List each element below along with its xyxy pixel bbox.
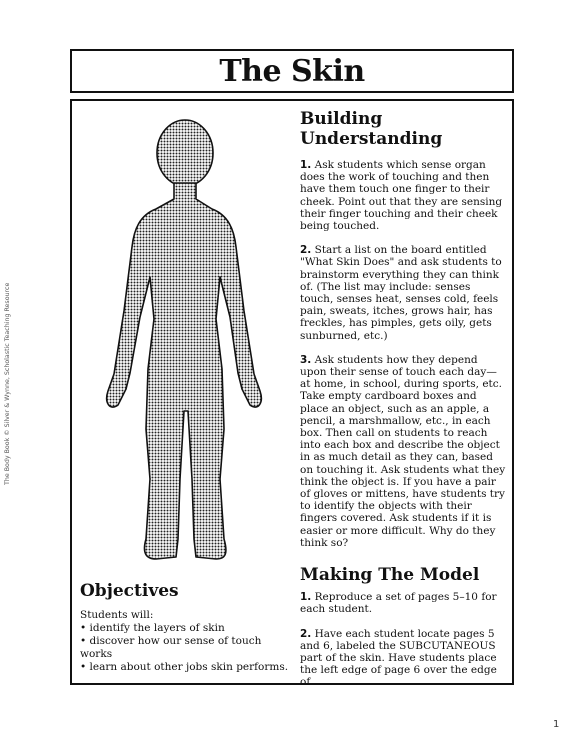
page-number: 1 — [553, 719, 560, 730]
page-title: The Skin — [219, 53, 365, 89]
human-body-silhouette-icon — [82, 119, 282, 581]
body-figure-illustration — [82, 119, 282, 581]
content-box — [70, 99, 514, 689]
list-item: • discover how our sense of touch works — [80, 635, 290, 661]
objectives-heading: Objectives — [80, 581, 179, 601]
step-number: 1. — [300, 159, 312, 171]
making-the-model-heading: Making The Model — [300, 565, 480, 586]
step-text: Start a list on the board entitled "What Skin Does" and ask students to brainstorm everything they can think of. (The list may include: senses touch, senses heat, senses cold, feels pain, sweats, itches, grows hair, has freckles, has pimples, gets oily, gets sunburned, etc.) — [300, 244, 502, 342]
building-step — [300, 159, 506, 232]
model-step — [300, 591, 506, 615]
step-number: 2. — [300, 627, 312, 640]
step-text: Ask students how they depend upon their sense of touch each day—at home, in school, during sports, etc. Take empty cardboard boxes and place an object, such as an apple, a pencil, a marshmallow, etc., in each box. Then call on students to reach into each box and describe the object in as much detail as they can, based on touching it. Ask students what they think the object is. If you have a pair of gloves or mittens, have students try to identify the objects with their fingers covered. Ask students if it is easier or more difficult. Why do they think so? — [300, 353, 506, 549]
objectives-list — [80, 622, 290, 674]
step-text: Reproduce a set of pages 5–10 for each student. — [300, 591, 497, 616]
step-text: Ask students which sense organ does the work of touching and then have them touch one finger to their cheek. Point out that they are sensing their finger touching and their cheek being touched. — [300, 159, 503, 233]
building-step — [300, 354, 506, 549]
side-credit: The Body Book © Silver & Wynne, Scholastic Teaching Resource — [4, 282, 11, 485]
step-number: 2. — [300, 244, 312, 257]
objectives-intro: Students will: — [80, 609, 154, 621]
instructions-column — [300, 109, 506, 701]
title-box — [70, 49, 514, 93]
step-text: Have each student locate pages 5 and 6, labeled the SUBCUTANEOUS part of the skin. Have students place the left edge of page 6 over the edge of — [300, 627, 497, 689]
model-step — [300, 628, 506, 689]
building-understanding-heading: Building Understanding — [300, 109, 443, 149]
step-number: 1. — [300, 591, 312, 604]
objectives-section — [80, 581, 290, 674]
building-step — [300, 244, 506, 342]
step-number: 3. — [300, 353, 312, 366]
list-item: • identify the layers of skin — [80, 622, 290, 635]
list-item: • learn about other jobs skin performs. — [80, 661, 290, 674]
